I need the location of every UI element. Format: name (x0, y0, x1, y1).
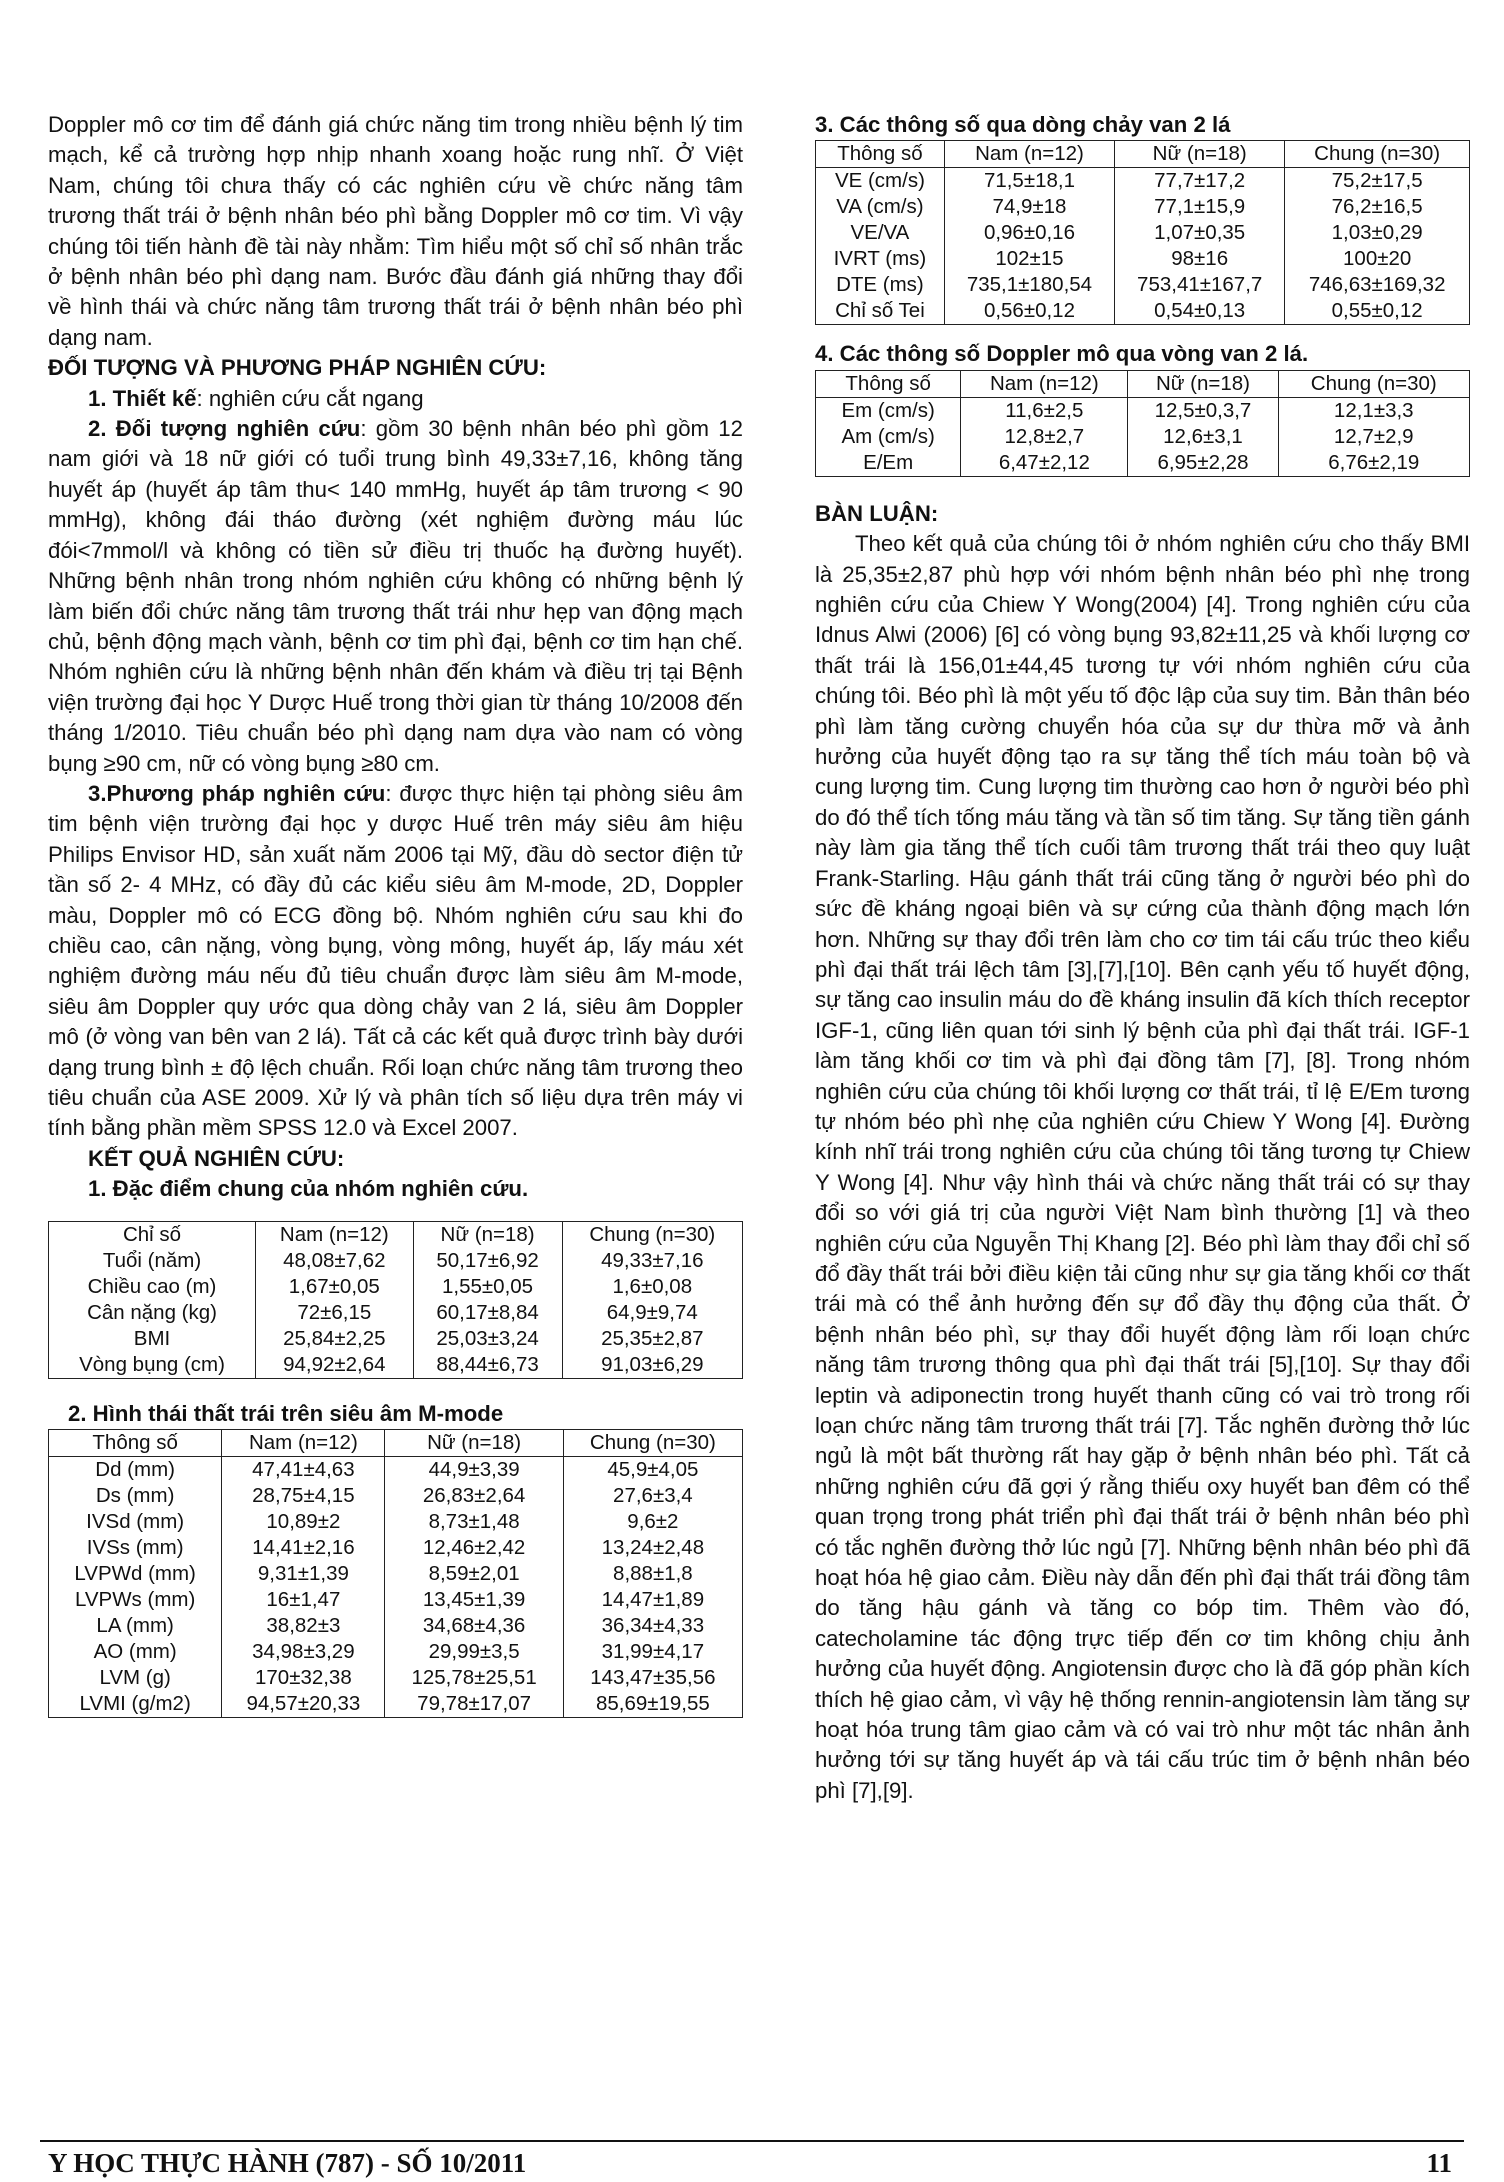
table-cell: 12,7±2,9 (1278, 424, 1470, 450)
table-header-cell: Chung (n=30) (1278, 370, 1470, 397)
results-heading: KẾT QUẢ NGHIÊN CỨU: (88, 1145, 345, 1171)
table-cell: LVM (g) (49, 1665, 222, 1691)
table2-wrapper (48, 1429, 743, 1718)
table-cell: 6,47±2,12 (961, 450, 1128, 477)
footer-rule (40, 2140, 1464, 2142)
subjects-paragraph (48, 414, 743, 779)
table-cell: 13,24±2,48 (563, 1535, 742, 1561)
table-row (816, 194, 1470, 220)
table-header-row (816, 141, 1470, 168)
table-cell: 91,03±6,29 (562, 1352, 742, 1379)
table-cell: 44,9±3,39 (385, 1457, 563, 1484)
method-label: 3.Phương pháp nghiên cứu (88, 780, 386, 806)
discussion-heading: BÀN LUẬN: (815, 500, 939, 526)
table4-wrapper (815, 370, 1470, 477)
table-cell: 72±6,15 (256, 1300, 414, 1326)
table4-title: 4. Các thông số Doppler mô qua vòng van 2 lá. (815, 341, 1309, 367)
table-cell: 64,9±9,74 (562, 1300, 742, 1326)
table2 (48, 1429, 743, 1718)
table-cell: DTE (ms) (816, 272, 945, 298)
table1 (48, 1221, 743, 1379)
table-cell: 29,99±3,5 (385, 1639, 563, 1665)
table-cell: 27,6±3,4 (563, 1483, 742, 1509)
table-cell: 25,35±2,87 (562, 1326, 742, 1352)
table-row (49, 1561, 743, 1587)
table-header-cell: Thông số (816, 370, 961, 397)
table-cell: Ds (mm) (49, 1483, 222, 1509)
table-cell: Chiều cao (m) (49, 1274, 256, 1300)
table-row (816, 298, 1470, 325)
table-cell: 38,82±3 (222, 1613, 385, 1639)
table-cell: Am (cm/s) (816, 424, 961, 450)
table-cell: Dd (mm) (49, 1457, 222, 1484)
table-cell: 71,5±18,1 (944, 168, 1114, 195)
table-cell: 6,95±2,28 (1128, 450, 1278, 477)
design-text: : nghiên cứu cắt ngang (196, 385, 424, 411)
table-row (49, 1587, 743, 1613)
table-cell: Vòng bụng (cm) (49, 1352, 256, 1379)
table-cell: 74,9±18 (944, 194, 1114, 220)
table3-title: 3. Các thông số qua dòng chảy van 2 lá (815, 112, 1231, 137)
table-cell: 26,83±2,64 (385, 1483, 563, 1509)
table-header-cell: Chung (n=30) (563, 1430, 742, 1457)
table-cell: 1,6±0,08 (562, 1274, 742, 1300)
table-cell: 28,75±4,15 (222, 1483, 385, 1509)
table-cell: 100±20 (1285, 246, 1470, 272)
page-number: 11 (1426, 2148, 1452, 2178)
table-cell: AO (mm) (49, 1639, 222, 1665)
table-cell: 94,92±2,64 (256, 1352, 414, 1379)
table2-title: 2. Hình thái thất trái trên siêu âm M-mode (68, 1400, 504, 1426)
table-cell: 79,78±17,07 (385, 1691, 563, 1718)
table-row (49, 1691, 743, 1718)
table-cell: Em (cm/s) (816, 397, 961, 424)
table-header-cell: Chung (n=30) (1285, 141, 1470, 168)
table-cell: 11,6±2,5 (961, 397, 1128, 424)
table-cell: 0,96±0,16 (944, 220, 1114, 246)
design-paragraph (48, 384, 743, 414)
table-cell: 10,89±2 (222, 1509, 385, 1535)
table-cell: 98±16 (1115, 246, 1285, 272)
table-cell: 14,41±2,16 (222, 1535, 385, 1561)
table-header-cell: Nữ (n=18) (385, 1430, 563, 1457)
table-row (816, 397, 1470, 424)
table-cell: 12,1±3,3 (1278, 397, 1470, 424)
table-cell: 125,78±25,51 (385, 1665, 563, 1691)
table-cell: 85,69±19,55 (563, 1691, 742, 1718)
table-cell: 25,03±3,24 (413, 1326, 562, 1352)
method-text: : được thực hiện tại phòng siêu âm tim bệnh viện trường đại học y dược Huế trên máy siêu âm hiệu Philips Envisor HD, sản xuất năm 2006 tại Mỹ, đầu dò sector điện tử tần số 2- 4 MHz, có đầy đủ các kiểu siêu âm M-mode, 2D, Doppler màu, Doppler mô có ECG đồng bộ. Nhóm nghiên cứu sau khi đo chiều cao, cân nặng, vòng bụng, vòng mông, huyết áp, lấy máu xét nghiệm đường máu nếu đủ tiêu chuẩn được làm siêu âm M-mode, siêu âm Doppler quy ước qua dòng chảy van 2 lá, siêu âm Doppler mô (ở vòng van bên van 2 lá). Tất cả các kết quả được trình bày dưới dạng trung bình ± độ lệch chuẩn. Rối loạn chức năng tâm trương theo tiêu chuẩn của ASE 2009. Xử lý và phân tích số liệu dựa trên máy vi tính bằng phần mềm SPSS 12.0 và Excel 2007. (48, 780, 743, 1141)
table3-wrapper (815, 140, 1470, 325)
table-row (816, 450, 1470, 477)
table-row (816, 424, 1470, 450)
table-row (49, 1639, 743, 1665)
table-cell: 45,9±4,05 (563, 1457, 742, 1484)
table-cell: LVPWs (mm) (49, 1587, 222, 1613)
table-cell: IVSs (mm) (49, 1535, 222, 1561)
table-cell: Tuổi (năm) (49, 1248, 256, 1274)
table-cell: 34,68±4,36 (385, 1613, 563, 1639)
design-label: 1. Thiết kế (88, 385, 197, 411)
table-cell: IVRT (ms) (816, 246, 945, 272)
table-cell: 9,31±1,39 (222, 1561, 385, 1587)
table-header-cell: Thông số (49, 1430, 222, 1457)
table-cell: 49,33±7,16 (562, 1248, 742, 1274)
table-row (49, 1665, 743, 1691)
table-cell: 77,7±17,2 (1115, 168, 1285, 195)
table-cell: IVSd (mm) (49, 1509, 222, 1535)
table-header-cell: Nam (n=12) (222, 1430, 385, 1457)
table-cell: 0,56±0,12 (944, 298, 1114, 325)
subjects-label: 2. Đối tượng nghiên cứu (88, 416, 361, 442)
table-row (49, 1535, 743, 1561)
table-cell: 102±15 (944, 246, 1114, 272)
intro-paragraph: Doppler mô cơ tim để đánh giá chức năng tim trong nhiều bệnh lý tim mạch, kể cả trường hợp nhịp nhanh xoang hoặc rung nhĩ. Ở Việt Nam, chúng tôi chưa thấy có các nghiên cứu về chức năng tâm trương thất trái ở bệnh nhân béo phì bằng Doppler mô cơ tim. Vì vậy chúng tôi tiến hành đề tài này nhằm: Tìm hiểu một số chỉ số nhân trắc ở bệnh nhân béo phì dạng nam. Bước đầu đánh giá những thay đổi về hình thái và chức năng tâm trương thất trái ở bệnh nhân béo phì dạng nam. (48, 112, 743, 350)
journal-title: Y HỌC THỰC HÀNH (787) - SỐ 10/2011 (48, 2148, 527, 2178)
table-cell: 735,1±180,54 (944, 272, 1114, 298)
table-cell: 753,41±167,7 (1115, 272, 1285, 298)
table-cell: 50,17±6,92 (413, 1248, 562, 1274)
table-header-cell: Nữ (n=18) (1115, 141, 1285, 168)
table-cell: 13,45±1,39 (385, 1587, 563, 1613)
table-header-cell: Nữ (n=18) (413, 1221, 562, 1248)
table-cell: 8,59±2,01 (385, 1561, 563, 1587)
table-header-cell: Thông số (816, 141, 945, 168)
table-cell: VE/VA (816, 220, 945, 246)
table-cell: 170±32,38 (222, 1665, 385, 1691)
table-cell: 60,17±8,84 (413, 1300, 562, 1326)
table-cell: 47,41±4,63 (222, 1457, 385, 1484)
table-cell: 1,03±0,29 (1285, 220, 1470, 246)
table-header-row (49, 1430, 743, 1457)
table-cell: 94,57±20,33 (222, 1691, 385, 1718)
table-cell: 8,73±1,48 (385, 1509, 563, 1535)
table-cell: 75,2±17,5 (1285, 168, 1470, 195)
table-cell: E/Em (816, 450, 961, 477)
table4 (815, 370, 1470, 477)
table-cell: BMI (49, 1326, 256, 1352)
left-column (48, 110, 743, 1732)
table-cell: 12,5±0,3,7 (1128, 397, 1278, 424)
method-paragraph (48, 779, 743, 1144)
discussion-paragraph: Theo kết quả của chúng tôi ở nhóm nghiên cứu cho thấy BMI là 25,35±2,87 phù hợp với nhóm bệnh nhân béo phì nhẹ trong nghiên cứu của Chiew Y Wong(2004) [4]. Trong nghiên cứu của Idnus Alwi (2006) [6] có vòng bụng 93,82±11,25 và khối lượng cơ thất trái là 156,01±44,45 tương tự với nhóm nghiên cứu của chúng tôi. Béo phì là một yếu tố độc lập của suy tim. Bản thân béo phì làm tăng cường chuyển hóa của sự dư thừa mỡ và ảnh hưởng của huyết động tạo ra sự tăng thể tích máu toàn bộ và cung lượng tim. Cung lượng tim thường cao hơn ở người béo phì do đó thể tích tống máu tăng và tần số tim tăng. Sự tăng tiền gánh này làm gia tăng thể tích cuối tâm trương thất trái theo quy luật Frank-Starling. Hậu gánh thất trái cũng tăng ở người béo phì do sức đề kháng ngoại biên và sự cứng của thành động mạch lớn hơn. Những sự thay đổi trên làm cho cơ tim tái cấu trúc theo kiểu phì đại thất trái lệch tâm [3],[7],[10]. Bên cạnh yếu tố huyết động, sự tăng cao insulin máu do đề kháng insulin đã kích thích receptor IGF-1, cũng liên quan tới sinh lý bệnh của phì đại thất trái. IGF-1 làm tăng khối cơ tim và phì đại đồng tâm [7], [8]. Trong nhóm nghiên cứu của chúng tôi khối lượng cơ thất trái, tỉ lệ E/Em tương tự nhóm béo phì nhẹ của nghiên cứu Chiew Y Wong [4]. Đường kính nhĩ trái trong nghiên cứu của chúng tôi tăng tương tự Chiew Y Wong [4]. Như vậy hình thái và chức năng thất trái có sự thay đổi so với giá trị của người Việt Nam bình thường [1] và theo nghiên cứu của Nguyễn Thị Khang [2]. Béo phì làm thay đổi chỉ số đổ đầy thất trái bởi điều kiện tải cũng như sự gia tăng khối cơ thất trái mà có thể ảnh hưởng đến sự đổ đầy thụ động của thất. Ở bệnh nhân béo phì, sự thay đổi huyết động làm rối loạn chức năng tâm trương thông qua phì đại thất trái [5],[10]. Sự thay đổi leptin và adiponectin trong huyết thanh cũng có vai trò trong rối loạn chức năng tâm trương thất trái [7]. Tắc nghẽn đường thở lúc ngủ là một bất thường rất hay gặp ở bệnh nhân béo phì. Tất cả những nghiên cứu đã gợi ý rằng thiếu oxy huyết ban đêm có thể quan trọng trong phát triển phì đại thất trái ở bệnh nhân béo phì có tắc nghẽn đường thở lúc ngủ [7]. Những bệnh nhân béo phì đã hoạt hóa hệ giao cảm. Điều này dẫn đến phì đại thất trái đồng tâm do tăng hậu gánh và tăng co bóp tim. Thêm vào đó, catecholamine tác động trực tiếp đến cơ tim không chịu ảnh hưởng của huyết động. Angiotensin được cho là đã góp phần kích thích hệ giao cảm, vì vậy hệ thống rennin-angiotensin làm tăng sự hoạt hóa trung tâm giao cảm và có vai trò như một tác nhân ảnh hưởng tới sự tăng huyết áp và tái cấu trúc tim ở bệnh nhân béo phì [7],[9]. (815, 531, 1470, 1803)
table-cell: 12,8±2,7 (961, 424, 1128, 450)
table-cell: VE (cm/s) (816, 168, 945, 195)
table-cell: Cân nặng (kg) (49, 1300, 256, 1326)
table-cell: 8,88±1,8 (563, 1561, 742, 1587)
table-cell: LVMI (g/m2) (49, 1691, 222, 1718)
table-cell: 77,1±15,9 (1115, 194, 1285, 220)
table-cell: 25,84±2,25 (256, 1326, 414, 1352)
table-row (49, 1326, 743, 1352)
table-cell: 1,07±0,35 (1115, 220, 1285, 246)
table-header-cell: Nam (n=12) (944, 141, 1114, 168)
table-row (49, 1248, 743, 1274)
table-cell: LVPWd (mm) (49, 1561, 222, 1587)
table-row (816, 220, 1470, 246)
table-cell: 16±1,47 (222, 1587, 385, 1613)
table-cell: 746,63±169,32 (1285, 272, 1470, 298)
table-cell: 12,46±2,42 (385, 1535, 563, 1561)
table-cell: 36,34±4,33 (563, 1613, 742, 1639)
table-cell: 0,55±0,12 (1285, 298, 1470, 325)
table-header-row (816, 370, 1470, 397)
table3 (815, 140, 1470, 325)
table-cell: LA (mm) (49, 1613, 222, 1639)
table-cell: 31,99±4,17 (563, 1639, 742, 1665)
table-cell: 48,08±7,62 (256, 1248, 414, 1274)
table-cell: 143,47±35,56 (563, 1665, 742, 1691)
table-row (49, 1483, 743, 1509)
table-cell: 76,2±16,5 (1285, 194, 1470, 220)
table-row (49, 1352, 743, 1379)
table-cell: 6,76±2,19 (1278, 450, 1470, 477)
table-header-cell: Chỉ số (49, 1221, 256, 1248)
table-row (816, 168, 1470, 195)
table-row (816, 246, 1470, 272)
table-row (49, 1274, 743, 1300)
table-cell: VA (cm/s) (816, 194, 945, 220)
table1-title: 1. Đặc điểm chung của nhóm nghiên cứu. (88, 1176, 529, 1202)
table-cell: 0,54±0,13 (1115, 298, 1285, 325)
table1-wrapper (48, 1221, 743, 1379)
table-row (49, 1300, 743, 1326)
table-header-row (49, 1221, 743, 1248)
table-header-cell: Chung (n=30) (562, 1221, 742, 1248)
table-header-cell: Nam (n=12) (256, 1221, 414, 1248)
table-cell: Chỉ số Tei (816, 298, 945, 325)
table-cell: 9,6±2 (563, 1509, 742, 1535)
methods-heading: ĐỐI TƯỢNG VÀ PHƯƠNG PHÁP NGHIÊN CỨU: (48, 355, 547, 381)
table-header-cell: Nữ (n=18) (1128, 370, 1278, 397)
table-cell: 12,6±3,1 (1128, 424, 1278, 450)
table-row (49, 1457, 743, 1484)
table-cell: 34,98±3,29 (222, 1639, 385, 1665)
subjects-text: : gồm 30 bệnh nhân béo phì gồm 12 nam giới và 18 nữ giới có tuổi trung bình 49,33±7,16, không tăng huyết áp (huyết áp tâm thu< 140 mmHg, huyết áp tâm trương < 90 mmHg), không đái tháo đường (xét nghiệm đường máu lúc đói<7mmol/l và không có tiền sử điều trị thuốc hạ đường huyết). Những bệnh nhân trong nhóm nghiên cứu không có những bệnh lý làm biến đổi chức năng tâm trương thất trái như hẹp van động mạch chủ, bệnh động mạch vành, bệnh cơ tim phì đại, bệnh cơ tim hạn chế. Nhóm nghiên cứu là những bệnh nhân đến khám và điều trị tại Bệnh viện trường đại học Y Dược Huế trong thời gian từ tháng 10/2008 đến tháng 1/2010. Tiêu chuẩn béo phì dạng nam dựa vào nam có vòng bụng ≥90 cm, nữ có vòng bụng ≥80 cm. (48, 416, 743, 776)
table-row (816, 272, 1470, 298)
table-row (49, 1509, 743, 1535)
right-column (815, 110, 1470, 1806)
table-cell: 1,67±0,05 (256, 1274, 414, 1300)
table-cell: 88,44±6,73 (413, 1352, 562, 1379)
table-cell: 1,55±0,05 (413, 1274, 562, 1300)
table-header-cell: Nam (n=12) (961, 370, 1128, 397)
table-row (49, 1613, 743, 1639)
table-cell: 14,47±1,89 (563, 1587, 742, 1613)
